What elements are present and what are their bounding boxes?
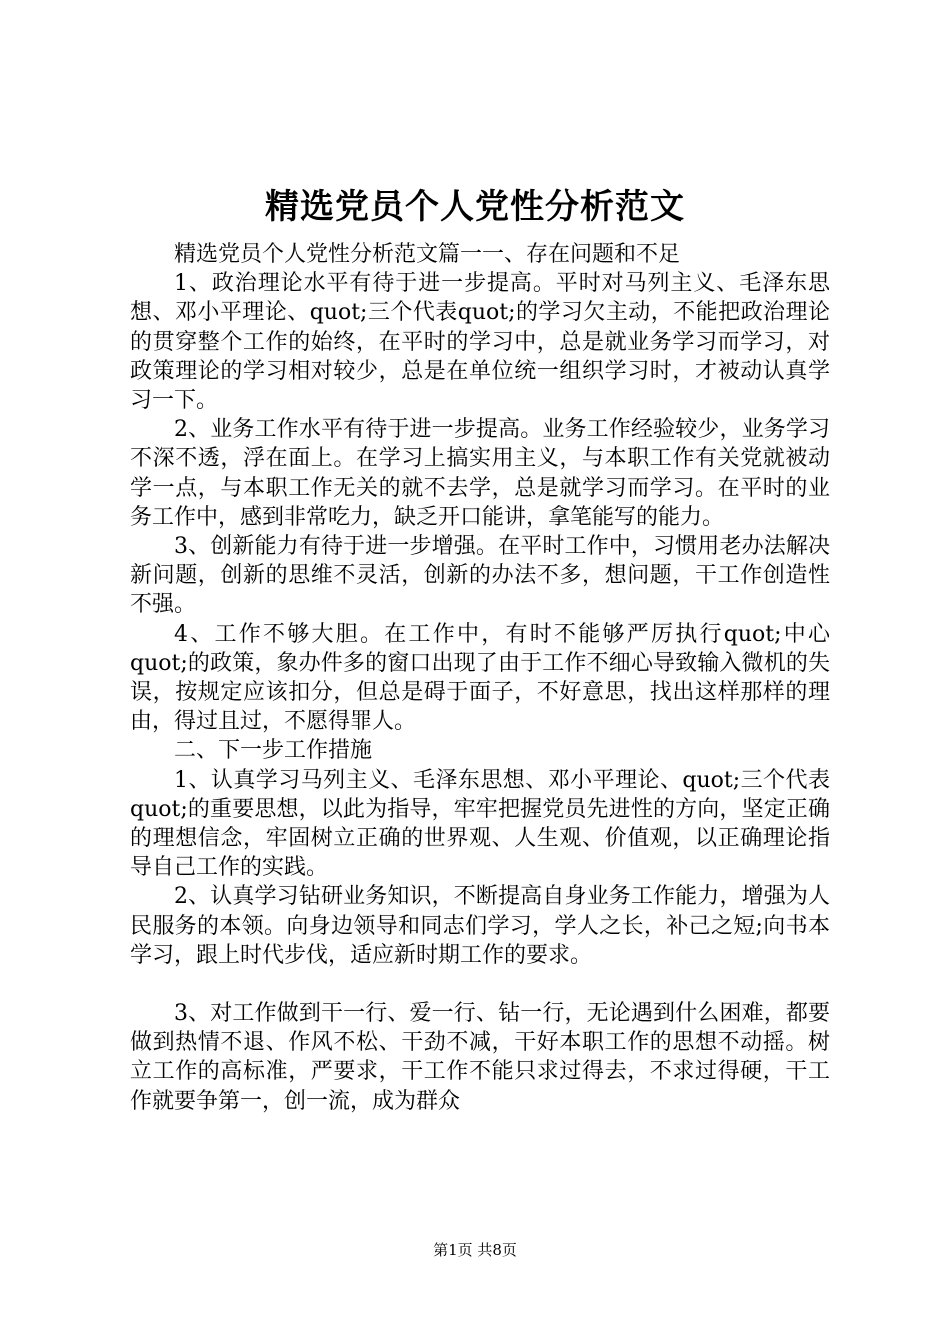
paragraph-item-2: 2、业务工作水平有待于进一步提高。业务工作经验较少，业务学习不深不透，浮在面上。在学习上搞实用主义，与本职工作有关党就被动学一点，与本职工作无关的就不去学，总是就学习而学习。在平时的业务工作中，感到非常吃力，缺乏开口能讲，拿笔能写的能力。 bbox=[130, 417, 830, 530]
document-body bbox=[130, 240, 830, 1116]
paragraph-measure-2: 2、认真学习钻研业务知识，不断提高自身业务工作能力，增强为人民服务的本领。向身边领导和同志们学习，学人之长，补己之短;向书本学习，跟上时代步伐，适应新时期工作的要求。 bbox=[130, 884, 830, 968]
section-heading-measures: 二、下一步工作措施 bbox=[174, 738, 373, 764]
paragraph-measure-3: 3、对工作做到干一行、爱一行、钻一行，无论遇到什么困难，都要做到热情不退、作风不松、干劲不减，干好本职工作的思想不动摇。树立工作的高标准，严要求，干工作不能只求过得去，不求过得硬，干工作就要争第一，创一流，成为群众 bbox=[130, 1001, 830, 1114]
document-title: 精选党员个人党性分析范文 bbox=[265, 187, 685, 227]
paragraph-item-1: 1、政治理论水平有待于进一步提高。平时对马列主义、毛泽东思想、邓小平理论、quot;三个代表quot;的学习欠主动，不能把政治理论的贯穿整个工作的始终，在平时的学习中，总是就业务学习而学习，对政策理论的学习相对较少，总是在单位统一组织学习时，才被动认真学习一下。 bbox=[130, 271, 830, 414]
paragraph-item-3: 3、创新能力有待于进一步增强。在平时工作中，习惯用老办法解决新问题，创新的思维不灵活，创新的办法不多，想问题，干工作创造性不强。 bbox=[130, 534, 830, 618]
paragraph-item-4: 4、工作不够大胆。在工作中，有时不能够严厉执行quot;中心quot;的政策，象办件多的窗口出现了由于工作不细心导致输入微机的失误，按规定应该扣分，但总是碍于面子，不好意思，找出这样那样的理由，得过且过，不愿得罪人。 bbox=[130, 621, 830, 735]
page-footer: 第1页 共8页 bbox=[433, 1241, 517, 1259]
paragraph-intro: 精选党员个人党性分析范文篇一一、存在问题和不足 bbox=[174, 242, 681, 267]
paragraph-measure-1: 1、认真学习马列主义、毛泽东思想、邓小平理论、quot;三个代表quot;的重要思想，以此为指导，牢牢把握党员先进性的方向，坚定正确的理想信念，牢固树立正确的世界观、人生观、价值观，以正确理论指导自己工作的实践。 bbox=[130, 767, 830, 881]
